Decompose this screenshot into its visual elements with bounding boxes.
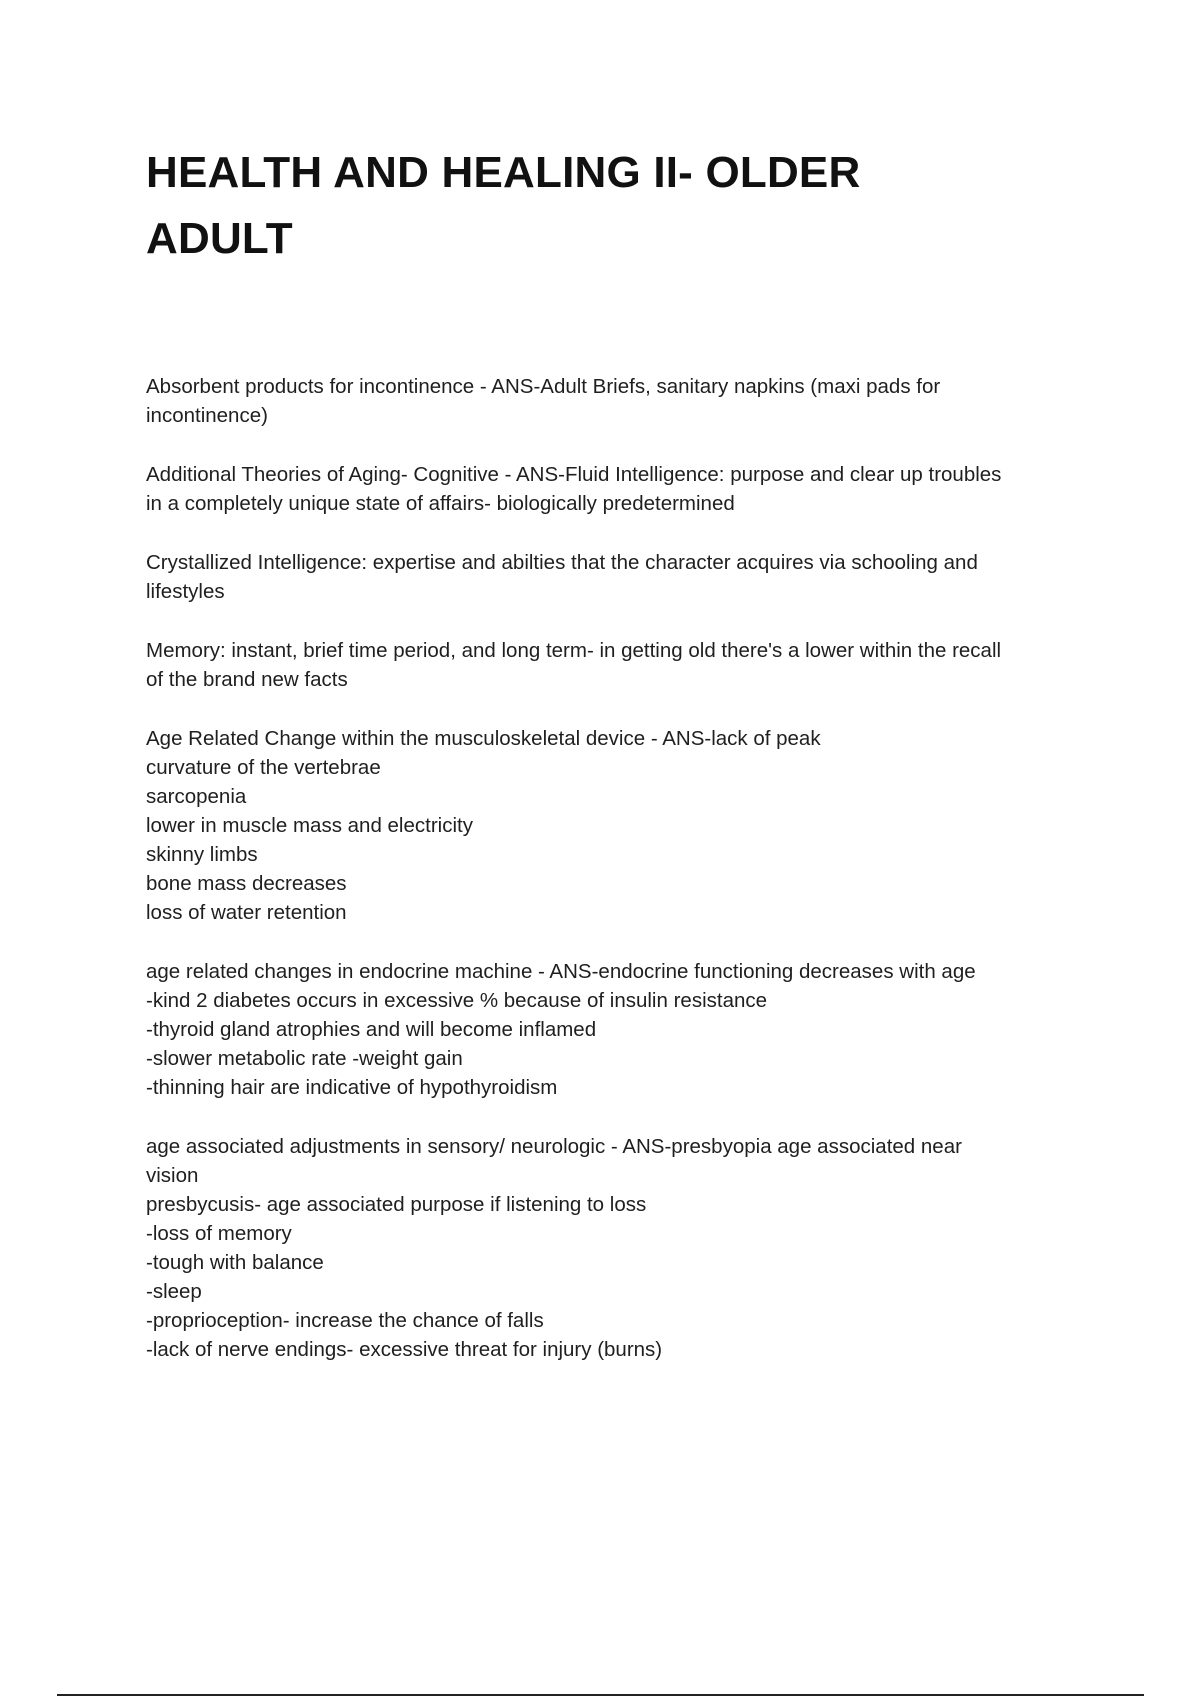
entry-line: of the brand new facts bbox=[146, 668, 348, 691]
entry-line: -thyroid gland atrophies and will become inflamed bbox=[146, 1018, 597, 1041]
entry-line: -slower metabolic rate -weight gain bbox=[146, 1047, 463, 1070]
entry-line: -kind 2 diabetes occurs in excessive % because of insulin resistance bbox=[146, 989, 768, 1012]
page-bottom-divider bbox=[57, 1694, 1144, 1696]
entry-line: -loss of memory bbox=[146, 1222, 292, 1245]
title-line-2: ADULT bbox=[146, 214, 293, 263]
entry-line: -sleep bbox=[146, 1280, 202, 1303]
entry-line: Absorbent products for incontinence - ANS-Adult Briefs, sanitary napkins (maxi pads for bbox=[146, 375, 941, 398]
document-body bbox=[146, 372, 1086, 1394]
entry-line: in a completely unique state of affairs- biologically predetermined bbox=[146, 492, 735, 515]
study-entry bbox=[146, 460, 1086, 518]
page-title bbox=[146, 140, 1086, 272]
study-entry bbox=[146, 636, 1086, 694]
study-entry bbox=[146, 957, 1086, 1102]
entry-line: curvature of the vertebrae bbox=[146, 756, 381, 779]
study-entry bbox=[146, 548, 1086, 606]
entry-line: loss of water retention bbox=[146, 901, 347, 924]
entry-line: Age Related Change within the musculoskeletal device - ANS-lack of peak bbox=[146, 727, 821, 750]
entry-line: incontinence) bbox=[146, 404, 268, 427]
entry-line: -lack of nerve endings- excessive threat for injury (burns) bbox=[146, 1338, 663, 1361]
entry-line: bone mass decreases bbox=[146, 872, 347, 895]
entry-line: vision bbox=[146, 1164, 199, 1187]
entry-line: -proprioception- increase the chance of falls bbox=[146, 1309, 544, 1332]
entry-line: skinny limbs bbox=[146, 843, 258, 866]
entry-line: sarcopenia bbox=[146, 785, 247, 808]
study-entry bbox=[146, 724, 1086, 927]
entry-line: -thinning hair are indicative of hypothyroidism bbox=[146, 1076, 558, 1099]
entry-line: age associated adjustments in sensory/ neurologic - ANS-presbyopia age associated near bbox=[146, 1135, 962, 1158]
entry-line: Crystallized Intelligence: expertise and abilties that the character acquires via schooling and bbox=[146, 551, 978, 574]
study-entry bbox=[146, 372, 1086, 430]
entry-line: -tough with balance bbox=[146, 1251, 324, 1274]
entry-line: lower in muscle mass and electricity bbox=[146, 814, 473, 837]
page-header bbox=[146, 140, 1086, 272]
entry-line: presbycusis- age associated purpose if listening to loss bbox=[146, 1193, 647, 1216]
entry-line: age related changes in endocrine machine - ANS-endocrine functioning decreases with age bbox=[146, 960, 976, 983]
entry-line: Additional Theories of Aging- Cognitive - ANS-Fluid Intelligence: purpose and clear up troubles bbox=[146, 463, 1002, 486]
entry-line: Memory: instant, brief time period, and long term- in getting old there's a lower within the recall bbox=[146, 639, 1002, 662]
study-entry bbox=[146, 1132, 1086, 1364]
entry-line: lifestyles bbox=[146, 580, 225, 603]
title-line-1: HEALTH AND HEALING II- OLDER bbox=[146, 148, 861, 197]
